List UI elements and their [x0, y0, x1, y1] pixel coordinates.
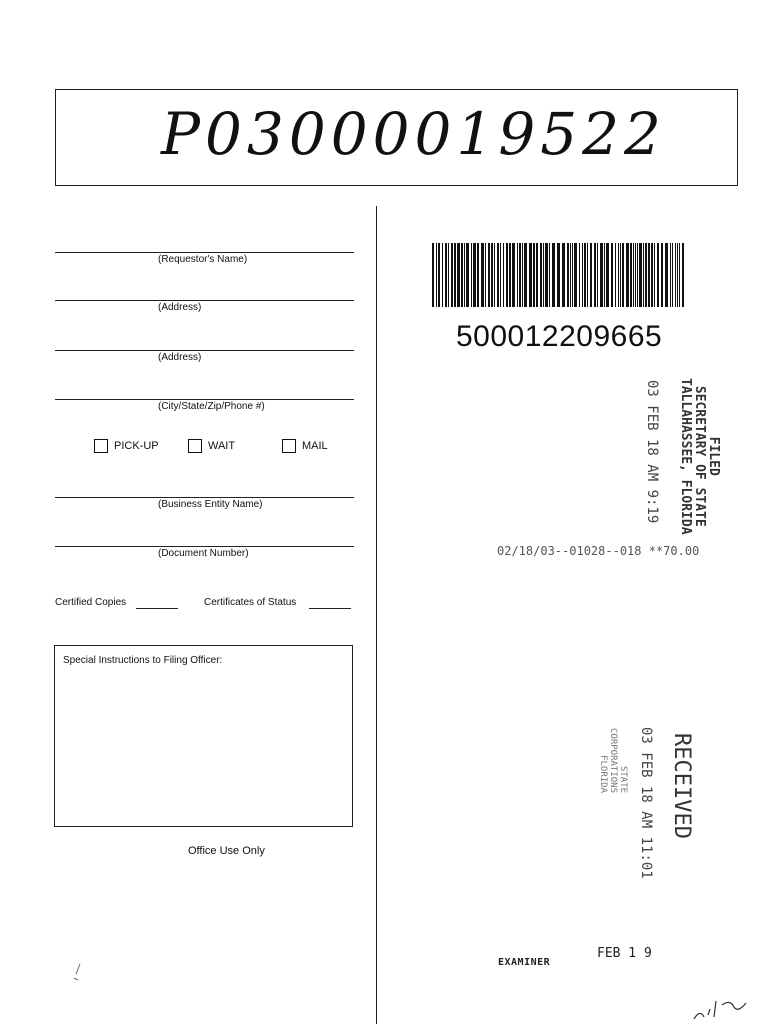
- barcode-bar: [606, 243, 609, 307]
- barcode-bar: [645, 243, 647, 307]
- requestor-name-line[interactable]: [55, 252, 354, 253]
- division-stamp: [598, 728, 628, 793]
- barcode-bar: [633, 243, 634, 307]
- barcode-bar: [457, 243, 460, 307]
- barcode: [432, 243, 684, 307]
- barcode-bar: [529, 243, 532, 307]
- barcode-bar: [584, 243, 586, 307]
- address-line-2[interactable]: [55, 350, 354, 351]
- barcode-bar: [442, 243, 443, 307]
- document-number-label: (Document Number): [158, 548, 249, 559]
- barcode-bar: [582, 243, 583, 307]
- barcode-bar: [464, 243, 465, 307]
- barcode-bar: [661, 243, 663, 307]
- barcode-bar: [677, 243, 678, 307]
- barcode-bar: [524, 243, 527, 307]
- barcode-bar: [679, 243, 680, 307]
- barcode-bar: [517, 243, 518, 307]
- barcode-bar: [657, 243, 659, 307]
- barcode-bar: [572, 243, 573, 307]
- city-state-zip-label: (City/State/Zip/Phone #): [158, 401, 265, 412]
- wait-option[interactable]: [188, 439, 235, 453]
- barcode-bar: [557, 243, 560, 307]
- business-entity-line[interactable]: [55, 497, 354, 498]
- barcode-bar: [648, 243, 650, 307]
- header-number-box: [55, 89, 738, 186]
- certificates-status-label: Certificates of Status: [204, 597, 297, 608]
- barcode-bar: [620, 243, 621, 307]
- pen-mark: [70, 962, 84, 982]
- filed-date-stamp: 03 FEB 18 AM 9:19: [644, 380, 660, 524]
- pickup-option[interactable]: [94, 439, 159, 453]
- requestor-name-label: (Requestor's Name): [158, 254, 248, 265]
- barcode-bar: [503, 243, 504, 307]
- barcode-bar: [448, 243, 449, 307]
- division-stamp-line-2: CORPORATIONS: [608, 728, 618, 794]
- barcode-bar: [471, 243, 472, 307]
- division-stamp-line-3: FLORIDA: [598, 755, 608, 794]
- barcode-bar: [615, 243, 616, 307]
- filed-stamp-line-1: FILED: [706, 436, 721, 476]
- barcode-bar: [451, 243, 453, 307]
- barcode-bar: [533, 243, 535, 307]
- barcode-bar: [579, 243, 580, 307]
- barcode-bar: [509, 243, 511, 307]
- mail-option[interactable]: [282, 439, 328, 453]
- barcode-bar: [432, 243, 434, 307]
- barcode-bar: [567, 243, 569, 307]
- barcode-bar: [488, 243, 490, 307]
- barcode-bar: [682, 243, 684, 307]
- filed-stamp: [678, 378, 720, 535]
- city-state-zip-line[interactable]: [55, 399, 354, 400]
- barcode-bar: [543, 243, 544, 307]
- barcode-bar: [630, 243, 632, 307]
- barcode-bar: [481, 243, 484, 307]
- office-use-label: Office Use Only: [188, 845, 265, 857]
- barcode-bar: [473, 243, 476, 307]
- special-instructions-box[interactable]: [54, 645, 353, 827]
- barcode-bar: [637, 243, 638, 307]
- barcode-bar: [522, 243, 523, 307]
- filed-stamp-line-2: SECRETARY OF STATE: [692, 385, 707, 527]
- barcode-bar: [545, 243, 548, 307]
- pickup-label: PICK-UP: [114, 440, 159, 452]
- barcode-bar: [618, 243, 619, 307]
- barcode-bar: [643, 243, 644, 307]
- barcode-bar: [639, 243, 642, 307]
- receipt-line: 02/18/03--01028--018 **70.00: [497, 544, 700, 558]
- barcode-bar: [436, 243, 437, 307]
- barcode-bar: [494, 243, 495, 307]
- special-instructions-label: Special Instructions to Filing Officer:: [63, 655, 223, 666]
- barcode-bar: [491, 243, 493, 307]
- barcode-bar: [552, 243, 555, 307]
- barcode-bar: [549, 243, 550, 307]
- wait-label: WAIT: [208, 440, 236, 452]
- examiner-stamp: EXAMINER: [498, 957, 551, 968]
- barcode-bar: [594, 243, 596, 307]
- document-number-line[interactable]: [55, 546, 354, 547]
- address-label-1: (Address): [158, 302, 202, 313]
- barcode-bar: [654, 243, 655, 307]
- certificates-status-line[interactable]: [309, 608, 351, 609]
- barcode-bar: [497, 243, 499, 307]
- barcode-bar: [670, 243, 671, 307]
- certified-copies-label: Certified Copies: [55, 597, 127, 608]
- barcode-bar: [597, 243, 598, 307]
- filed-stamp-line-3: TALLAHASSEE, FLORIDA: [678, 378, 693, 535]
- address-line-1[interactable]: [55, 300, 354, 301]
- received-date-stamp: 03 FEB 18 AM 11:01: [638, 727, 654, 879]
- business-entity-label: (Business Entity Name): [158, 499, 263, 510]
- barcode-bar: [536, 243, 538, 307]
- barcode-bar: [512, 243, 515, 307]
- division-stamp-line-1: STATE: [618, 765, 628, 794]
- barcode-bar: [611, 243, 613, 307]
- barcode-bar: [675, 243, 676, 307]
- barcode-bar: [500, 243, 501, 307]
- handwritten-initials: [690, 995, 765, 1024]
- barcode-bar: [445, 243, 447, 307]
- barcode-bar: [574, 243, 577, 307]
- barcode-bar: [590, 243, 592, 307]
- feb-stamp: FEB 1 9: [597, 946, 652, 961]
- barcode-bar: [672, 243, 673, 307]
- pickup-checkbox[interactable]: [94, 439, 108, 453]
- certified-copies-line[interactable]: [136, 608, 178, 609]
- barcode-bar: [562, 243, 565, 307]
- handwritten-document-number: P03000019522: [161, 100, 666, 168]
- barcode-bar: [461, 243, 463, 307]
- barcode-number: 500012209665: [456, 320, 663, 353]
- vertical-divider: [376, 206, 377, 1024]
- barcode-bar: [635, 243, 636, 307]
- barcode-bar: [466, 243, 469, 307]
- received-stamp: RECEIVED: [669, 733, 694, 839]
- wait-checkbox[interactable]: [188, 439, 202, 453]
- barcode-bar: [570, 243, 571, 307]
- barcode-bar: [665, 243, 668, 307]
- mail-label: MAIL: [302, 440, 328, 452]
- barcode-bar: [477, 243, 479, 307]
- barcode-bar: [651, 243, 653, 307]
- barcode-bar: [587, 243, 588, 307]
- barcode-bar: [519, 243, 521, 307]
- barcode-bar: [506, 243, 508, 307]
- barcode-bar: [438, 243, 440, 307]
- barcode-bar: [626, 243, 629, 307]
- barcode-bar: [454, 243, 456, 307]
- barcode-bar: [600, 243, 603, 307]
- barcode-bar: [622, 243, 624, 307]
- mail-checkbox[interactable]: [282, 439, 296, 453]
- barcode-bar: [485, 243, 486, 307]
- barcode-bar: [540, 243, 542, 307]
- barcode-bar: [604, 243, 605, 307]
- address-label-2: (Address): [158, 352, 202, 363]
